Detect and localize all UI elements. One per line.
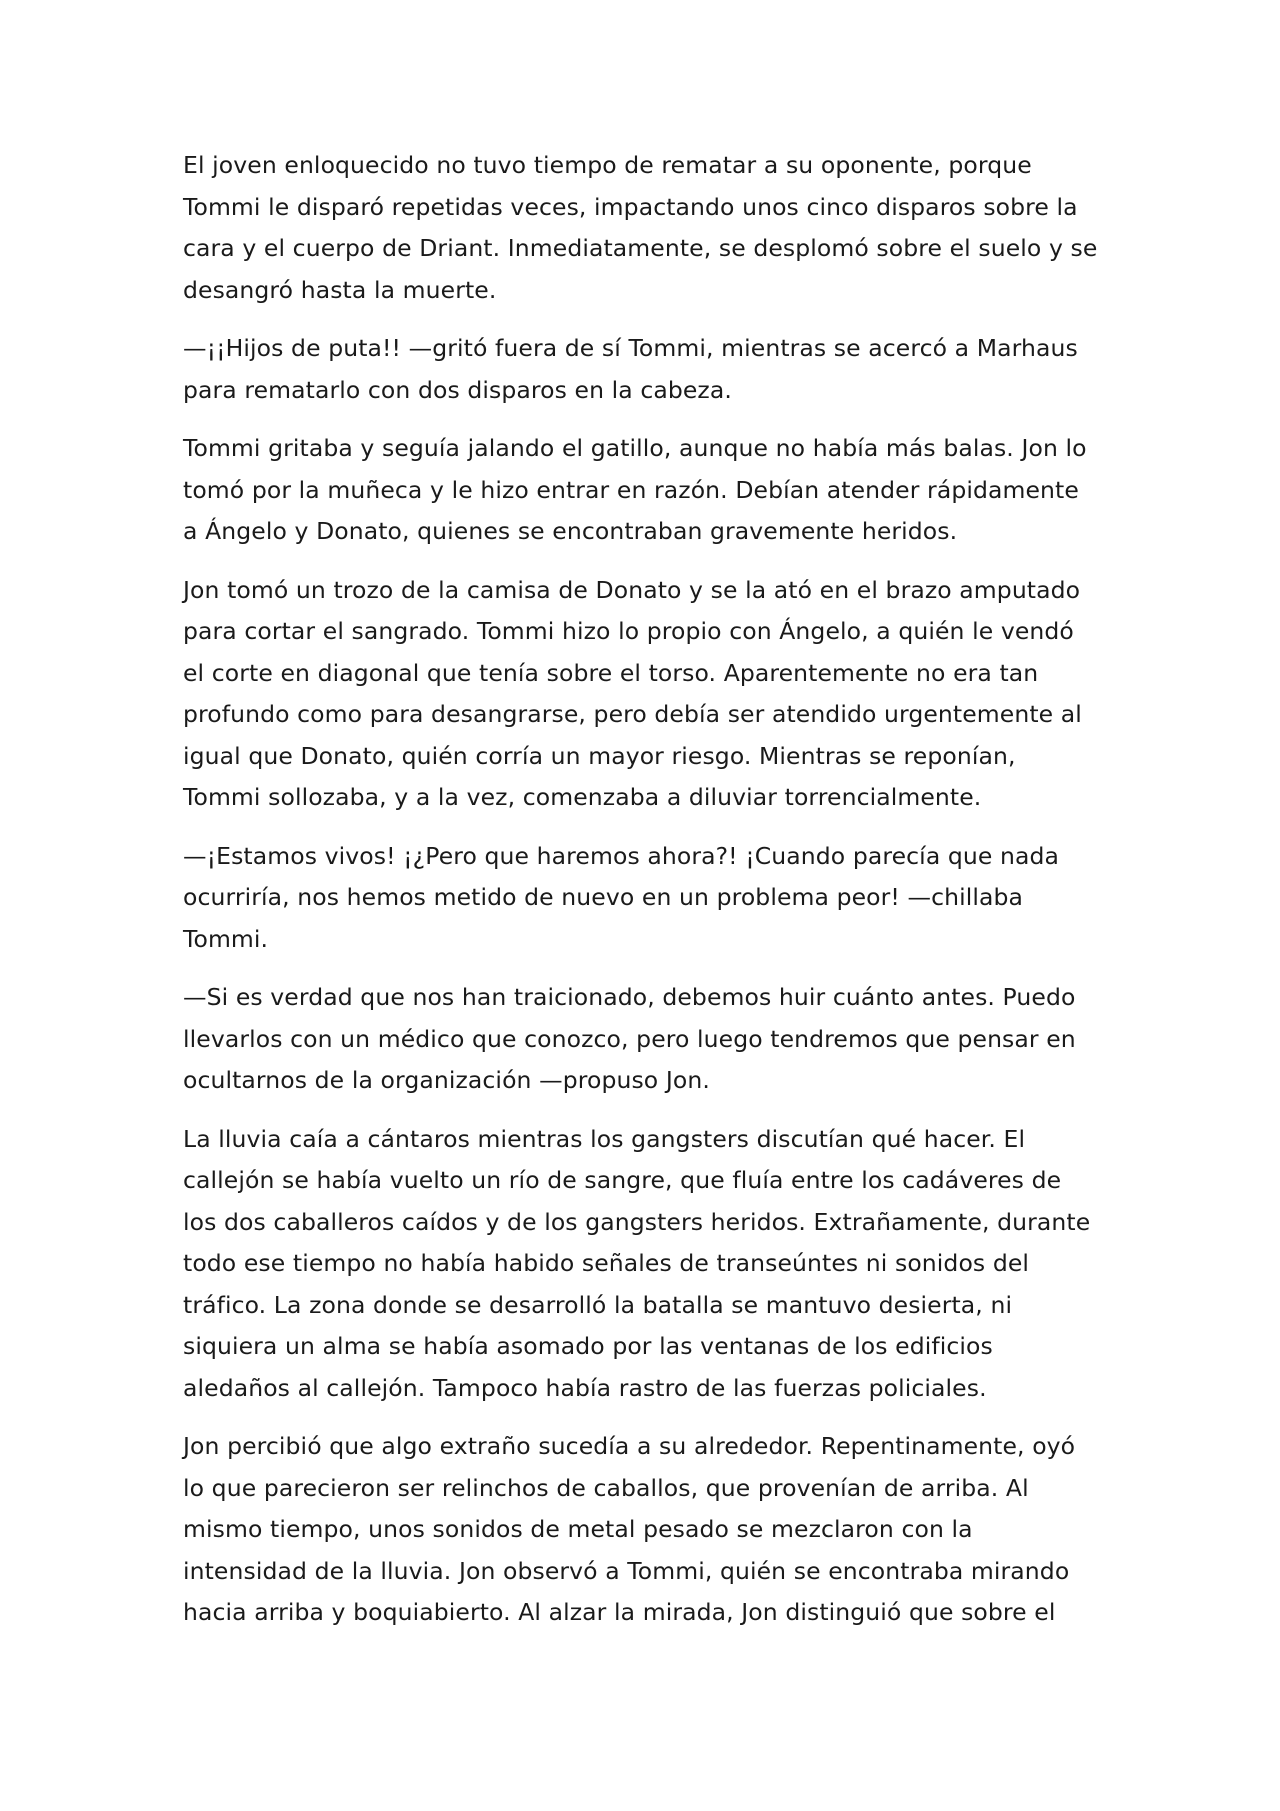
paragraph bbox=[183, 428, 1103, 553]
paragraph bbox=[183, 977, 1103, 1102]
text-line: aledaños al callejón. Tampoco había rastro de las fuerzas policiales. bbox=[183, 1373, 987, 1402]
text-line: Jon percibió que algo extraño sucedía a su alrededor. Repentinamente, oyó bbox=[183, 1432, 1076, 1460]
text-line: Tommi le disparó repetidas veces, impactando unos cinco disparos sobre la bbox=[183, 192, 1078, 221]
text-line: llevarlos con un médico que conozco, pero luego tendremos que pensar en bbox=[183, 1024, 1076, 1053]
text-line: lo que parecieron ser relinchos de caballos, que provenían de arriba. Al bbox=[183, 1473, 1029, 1502]
text-line: Tommi sollozaba, y a la vez, comenzaba a diluviar torrencialmente. bbox=[183, 783, 982, 811]
text-line: —¡¡Hijos de puta!! —gritó fuera de sí Tommi, mientras se acercó a Marhaus bbox=[183, 334, 1078, 362]
text-line: El joven enloquecido no tuvo tiempo de rematar a su oponente, porque bbox=[183, 151, 1032, 179]
text-line: La lluvia caía a cántaros mientras los gangsters discutían qué hacer. El bbox=[183, 1124, 1026, 1153]
text-line: cara y el cuerpo de Driant. Inmediatamente, se desplomó sobre el suelo y se bbox=[183, 234, 1098, 262]
paragraph bbox=[183, 836, 1103, 961]
text-line: tráfico. La zona donde se desarrolló la batalla se mantuvo desierta, ni bbox=[183, 1290, 1013, 1319]
text-line: todo ese tiempo no había habido señales de transeúntes ni sonidos del bbox=[183, 1249, 1030, 1277]
text-line: —Si es verdad que nos han traicionado, debemos huir cuánto antes. Puedo bbox=[183, 983, 1076, 1011]
body-text bbox=[183, 145, 1103, 1651]
text-line: siquiera un alma se había asomado por las ventanas de los edificios bbox=[183, 1332, 993, 1360]
paragraph bbox=[183, 1426, 1103, 1634]
paragraph bbox=[183, 328, 1103, 411]
text-line: Tommi gritaba y seguía jalando el gatillo, aunque no había más balas. Jon lo bbox=[183, 434, 1087, 462]
text-line: profundo como para desangrarse, pero debía ser atendido urgentemente al bbox=[183, 700, 1082, 728]
text-line: ocurriría, nos hemos metido de nuevo en un problema peor! —chillaba bbox=[183, 883, 1023, 911]
text-line: desangró hasta la muerte. bbox=[183, 275, 497, 304]
text-line: los dos caballeros caídos y de los gangsters heridos. Extrañamente, durante bbox=[183, 1207, 1091, 1236]
text-line: Jon tomó un trozo de la camisa de Donato y se la ató en el brazo amputado bbox=[183, 575, 1081, 604]
paragraph bbox=[183, 570, 1103, 819]
text-line: callejón se había vuelto un río de sangre, que fluía entre los cadáveres de bbox=[183, 1166, 1062, 1194]
text-line: a Ángelo y Donato, quienes se encontraban gravemente heridos. bbox=[183, 517, 958, 545]
text-line: tomó por la muñeca y le hizo entrar en razón. Debían atender rápidamente bbox=[183, 475, 1079, 504]
text-line: igual que Donato, quién corría un mayor riesgo. Mientras se reponían, bbox=[183, 741, 1016, 770]
text-line: ocultarnos de la organización —propuso Jon. bbox=[183, 1066, 710, 1094]
text-line: para rematarlo con dos disparos en la cabeza. bbox=[183, 375, 732, 404]
paragraph bbox=[183, 1119, 1103, 1410]
text-line: el corte en diagonal que tenía sobre el torso. Aparentemente no era tan bbox=[183, 658, 1039, 687]
text-line: mismo tiempo, unos sonidos de metal pesado se mezclaron con la bbox=[183, 1515, 973, 1543]
text-line: hacia arriba y boquiabierto. Al alzar la mirada, Jon distinguió que sobre el bbox=[183, 1598, 1056, 1626]
paragraph bbox=[183, 145, 1103, 311]
text-line: intensidad de la lluvia. Jon observó a Tommi, quién se encontraba mirando bbox=[183, 1556, 1070, 1585]
text-line: para cortar el sangrado. Tommi hizo lo propio con Ángelo, a quién le vendó bbox=[183, 617, 1074, 645]
text-line: —¡Estamos vivos! ¡¿Pero que haremos ahora?! ¡Cuando parecía que nada bbox=[183, 841, 1060, 870]
text-line: Tommi. bbox=[183, 924, 269, 953]
